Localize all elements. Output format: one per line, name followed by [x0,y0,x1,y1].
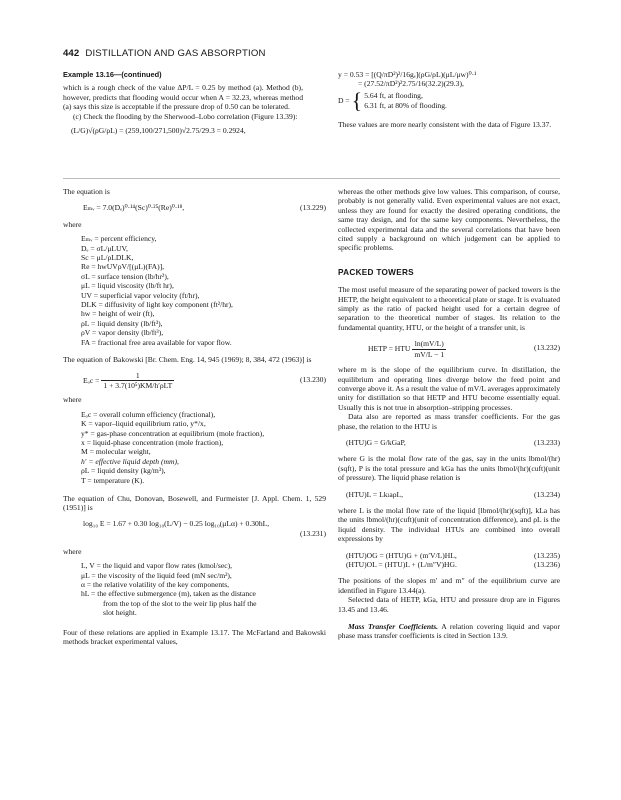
slopes-paragraph: The positions of the slopes m′ and m″ of the equilibrium curve are identified in Figure 13.44(a). [338,576,560,595]
where-label: where [63,546,82,556]
diameter-flooding: 5.64 ft, at flooding, [364,91,423,101]
definition-item: UV = superficial vapor velocity (ft/hr), [81,290,200,300]
definition-item: μL = the viscosity of the liquid feed (mN sec/m²), [81,570,232,580]
chu-equation-text: log₁₀ E = 1.67 + 0.30 log₁₀(L/V) − 0.25 log₁₀(μLα) + 0.30hL, [83,518,270,528]
htu-g-text: (HTU)G = G/kGaP, [346,437,406,447]
definition-item: ρL = liquid density (lb/ft³), [81,318,163,328]
example-continuation [63,70,303,135]
example-results [338,70,560,129]
equation-number: (13.230) [300,374,326,384]
results-paragraph: These values are more nearly consistent with the data of Figure 13.37. [338,119,552,129]
gas-phase-paragraph: where G is the molal flow rate of the gas, say in the units lbmol/(hr)(sqft), P is the total pressure and kGa has the units lbmol/(hr)(cuft)(unit of pressure). The liquid phase relation is [338,454,560,483]
definition-item: Dₑ = σL/μLUV, [81,243,128,253]
mass-transfer-label: Mass Transfer Coefficients. [348,622,439,632]
definition-item: K = vapor–liquid equilibrium ratio, y*/x, [81,419,206,429]
definition-item: M = molecular weight, [81,447,151,457]
where-label: where [63,219,82,229]
example-paragraph-2: (c) Check the flooding by the Sherwood–Lobo correlation (Figure 13.39): [73,111,298,121]
equation-number: (13.231) [300,528,326,538]
eoc-denominator: 1 + 3.7(10⁵)KM/h′ρLT [103,380,173,390]
result-equation-2: = (27.52/πD²)²2.75/16(32.2)(29.3), [358,79,464,89]
definition-item: hw = height of weir (ft), [81,309,155,319]
where-label: where [63,395,82,405]
hetp-fraction [412,339,446,359]
bakowski-equation [83,371,326,391]
definition-item: y* = gas-phase concentration at equilibrium (mole fraction), [81,428,265,438]
htu-og-text: (HTU)OG = (HTU)G + (m′V/L)HL, [346,550,457,560]
equation-number: (13.235) [534,550,560,560]
definition-item: DLK = diffusivity of light key component (ft²/hr), [81,300,233,310]
definition-item: Eₒc = overall column efficiency (fractional), [81,409,216,419]
running-title: DISTILLATION AND GAS ABSORPTION [85,48,266,59]
definition-item: σL = surface tension (lb/hr²), [81,271,169,281]
definition-item: Eₘᵥ = percent efficiency, [81,234,157,244]
equation-number: (13.232) [534,343,560,353]
page-header [63,49,266,58]
mcfarland-equation [83,203,326,212]
equation-number: (13.234) [534,489,560,499]
definition-item: T = temperature (K). [81,475,145,485]
brace: { [351,87,363,113]
closing-paragraph: Four of these relations are applied in Example 13.17. The McFarland and Bakowski methods bracket experimental values, [63,627,326,647]
equation-number: (13.229) [300,203,326,213]
definition-item: μL = liquid viscosity (lb/ft hr), [81,281,174,291]
comparison-paragraph: whereas the other methods give low values. This comparison, of course, probably is not generally valid. Even experimental values are not exact, unless they are found for exactly the desired operating conditions, the same tray design, and for the same key components. Nevertheless, the collected experimental data and the several correlations that have been cited supply a background on which judgement can be applied to specific problems. [338,187,560,253]
htu-l-text: (HTU)L = LkₗaρL, [346,489,404,499]
bakowski-paragraph: The equation of Bakowski [Br. Chem. Eng. 14, 945 (1969); 8, 384, 472 (1963)] is [63,355,312,365]
emv-equation: Eₘᵥ = 7.0(Dₑ)⁰·¹⁴(Sc)⁰·²⁵(Re)⁰·¹⁸, [83,203,185,213]
hetp-denominator: mV/L − 1 [414,349,445,359]
diameter-lhs: D = [338,96,350,106]
equation-number: (13.233) [534,437,560,447]
example-paragraph-1: which is a rough check of the value ΔP/L = 0.25 by method (a). Method (b), however, predicts that flooding would occur when A = 32.23, whereas method (a) says this size is acceptable if the pressure drop of 0.50 can be tolerated. [63,83,303,112]
left-column [63,187,326,646]
htu-ol-equation [346,560,560,569]
definition-item: slot height. [103,608,137,618]
eoc-lhs: Eₒc = [83,375,100,385]
eoc-numerator: 1 [101,371,174,381]
htu-og-equation [346,551,560,560]
diameter-results [338,87,560,113]
hetp-numerator: ln(mV/L) [412,339,446,349]
mass-transfer-paragraph [338,622,560,641]
example-label: Example 13.16—(continued) [63,70,162,79]
definition-item: α = the relative volatility of the key components, [81,580,230,589]
definition-item: FA = fractional free area available for vapor flow. [81,337,232,347]
definition-item: h′ = effective liquid depth (mm), [81,456,179,466]
equation-intro: The equation is [63,187,110,196]
section-heading: PACKED TOWERS [338,267,414,277]
chu-equation [83,519,326,539]
htu-g-equation [346,438,560,447]
definition-item: ρL = liquid density (kg/m³), [81,466,166,476]
flooding-equation: (L/G)√(ρG/ρL) = (259,100/271,500)√2.75/29.3 = 0.2924, [71,126,246,136]
hetp-equation [368,339,560,359]
liquid-phase-paragraph: where L is the molal flow rate of the liquid [lbmol/(hr)(sqft)], kLa has the units lbmol/(hr)(cuft)(unit of concentration difference), and ρL is the liquid density. The individual HTUs are combined into overall expressions by [338,505,560,544]
chu-paragraph: The equation of Chu, Donovan, Bosewell, and Furmeister [J. Appl. Chem. 1, 529 (1951)] is [63,493,326,513]
coefficients-paragraph: Data also are reported as mass transfer coefficients. For the gas phase, the relation to the HTU is [338,412,560,431]
htu-ol-text: (HTU)OL = (HTU)L + (L/m″V)HG. [346,560,457,569]
definition-item: x = liquid-phase concentration (mole fraction), [81,437,224,447]
definition-item: ρV = vapor density (lb/ft³), [81,328,164,338]
slope-paragraph: where m is the slope of the equilibrium curve. In distillation, the equilibrium and operating lines diverge below the feed point and converge above it. As a result the value of mV/L averages approximately unity for distillation so that HETP and HTU become essentially equal. Usually this is not true in absorption–stripping processes. [338,365,560,412]
equation-number: (13.236) [534,560,560,569]
hetp-lhs: HETP = HTU [368,344,411,354]
definition-item: L, V = the liquid and vapor flow rates (kmol/sec), [81,561,232,571]
result-equation-1: y = 0.53 = [(Q/πD²)²/16gₑ](ρG/ρL)(μL/μw)⁰·¹ [338,70,477,79]
definition-item: Re = hwUVρV/[(μL)(FA)], [81,262,165,272]
definitions-list-1 [81,234,326,347]
definition-item: hL = the effective submergence (m), taken as the distance [81,589,256,599]
mass-transfer-text: A relation covering liquid and vapor phase mass transfer coefficients is cited in Section 13.9. [338,622,560,641]
eoc-fraction [101,371,174,391]
figures-paragraph: Selected data of HETP, kGa, HTU and pressure drop are in Figures 13.45 and 13.46. [338,595,560,614]
hetp-paragraph: The most useful measure of the separating power of packed towers is the HETP, the height equivalent to a theoretical plate or stage. It is evaluated simply as the ratio of packed height used for a certain degree of separation to the theoretical number of stages. Its relation to the fundamental quantity, HTU, or the height of a transfer unit, is [338,285,560,332]
definitions-list-3 [81,561,326,617]
htu-l-equation [346,490,560,499]
section-divider [63,178,560,179]
page-number: 442 [63,48,80,59]
definition-item: Sc = μL/ρLDLK, [81,253,134,263]
definition-item: from the top of the slot to the weir lip plus half the [103,598,257,608]
right-column [338,187,560,641]
diameter-80: 6.31 ft, at 80% of flooding. [364,100,447,110]
definitions-list-2 [81,410,326,485]
